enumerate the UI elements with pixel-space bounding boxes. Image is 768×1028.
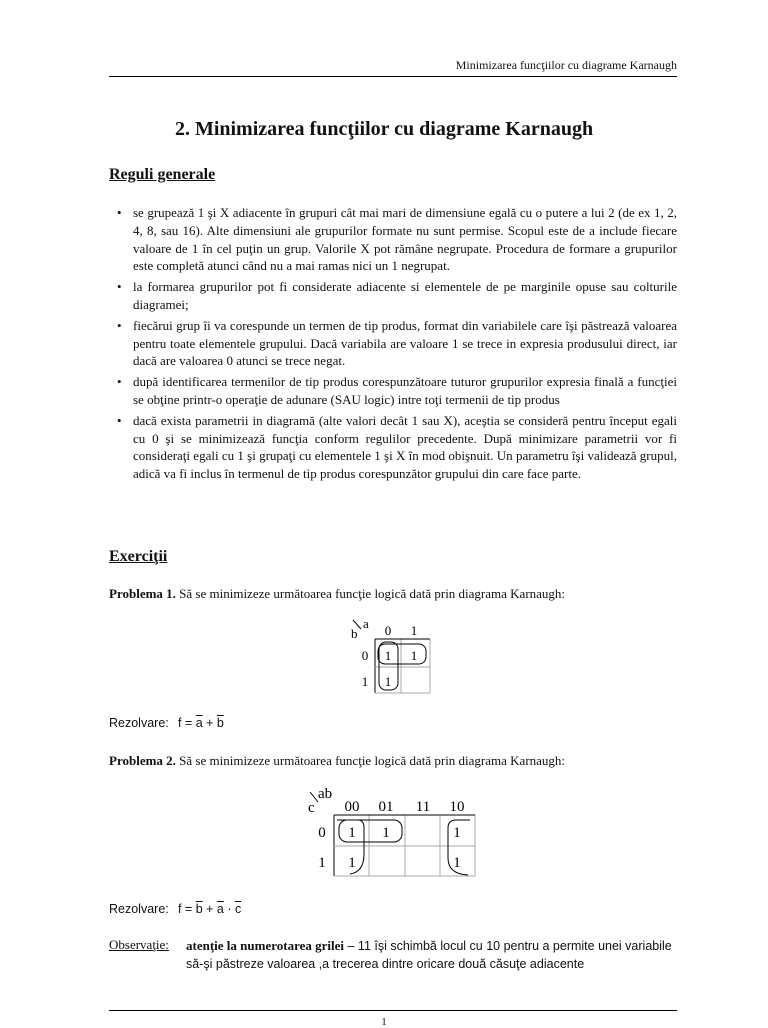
kmap-1-row-header: 1 — [361, 674, 369, 689]
problem-2-solution — [109, 900, 677, 918]
karnaugh-map-2 — [306, 784, 486, 884]
problem-1-text: Să se minimizeze următoarea funcţie logică dată prin diagrama Karnaugh: — [175, 586, 566, 601]
rules-heading: Reguli generale — [109, 166, 216, 183]
kmap-2-cell: 1 — [453, 825, 461, 841]
kmap-2-col-var: ab — [318, 786, 333, 802]
problem-2-text: Să se minimizeze următoarea funcţie logică dată prin diagrama Karnaugh: — [175, 753, 566, 768]
page-title: 2. Minimizarea funcţiilor cu diagrame Karnaugh — [174, 118, 594, 140]
problem-1-solution — [109, 714, 677, 732]
kmap-1-col-var: a — [363, 617, 369, 631]
problem-1-label: Problema 1. — [109, 586, 176, 601]
rule-item: • fiecărui grup îi va corespunde un termen de tip produs, format din variabilele care îşi păstrează valoarea pentru toate elementele grupului. Dacă variabila are valoare 1 se trece in expresia produsului direct, iar dacă are valoarea 0 atunci se trece negat. — [109, 317, 677, 370]
rule-item: • dacă exista parametrii in diagramă (alte valori decât 1 sau X), aceştia se consideră pentru început egali cu 0 şi se minimizează funcţia conform regulilor precedente. După minimizare parametrii vor fi consideraţi egali cu 1 şi grupaţi cu elementele 1 şi X în mod obişnuit. Un parametru îşi validează grupul, adică va fi inclus în termenul de tip produs corespunzător grupului din care face parte. — [109, 412, 677, 483]
rules-list — [109, 204, 677, 483]
kmap-1-col-header: 1 — [410, 623, 418, 638]
problem-2-plus: + — [202, 902, 217, 916]
observation-text — [186, 937, 677, 973]
observation-body: – 11 îşi schimbă locul cu 10 pentru a permite unei variabile să-şi păstreze valoarea ,a trecerea dintre oricare două căsuţe adiacente — [186, 939, 672, 971]
problem-1-solution-prefix: f = — [178, 716, 196, 730]
karnaugh-map-1 — [345, 617, 445, 697]
rule-item: • la formarea grupurilor pot fi considerate adiacente si elementele de pe marginile opuse sau colturile diagramei; — [109, 278, 677, 314]
kmap-1-row-header: 0 — [361, 648, 369, 663]
kmap-2-cell: 1 — [382, 825, 390, 841]
exercises-heading: Exerciţii — [109, 548, 168, 565]
problem-2-statement — [109, 752, 677, 770]
kmap-2-cell: 1 — [453, 855, 461, 871]
problem-1-plus: + — [202, 716, 217, 730]
problem-2-dot: · — [223, 902, 235, 916]
kmap-2-row-header: 0 — [318, 825, 326, 841]
kmap-1-col-header: 0 — [384, 623, 392, 638]
kmap-2-col-header: 10 — [449, 799, 465, 815]
problem-1-statement — [109, 585, 677, 603]
kmap-1-cell: 1 — [384, 674, 392, 689]
kmap-2-cell: 1 — [348, 855, 356, 871]
kmap-1-cell: 1 — [384, 648, 392, 663]
observation-bold: atenţie la numerotarea grilei — [186, 938, 345, 953]
kmap-2-row-var: c — [308, 800, 315, 816]
problem-2-term-1: $\overline{b}$ — [195, 902, 203, 916]
header-rule — [109, 76, 677, 77]
kmap-2-cell: 1 — [348, 825, 356, 841]
kmap-2-col-header: 11 — [415, 799, 431, 815]
rule-item: • se grupează 1 şi X adiacente în grupuri cât mai mari de dimensiune egală cu o putere a lui 2 (de ex 1, 2, 4, 8, sau 16). Alte dimensiuni ale grupurilor formate nu sunt permise. Scopul este de a include fiecare valoare de 1 în cel puţin un grup. Valorile X pot rămâne negrupate. Procedura de formare a grupurilor este completă atunci când nu a mai ramas nici un 1 negrupat. — [109, 204, 677, 275]
kmap-2-row-header: 1 — [318, 855, 326, 871]
problem-1-solution-label: Rezolvare: — [109, 716, 169, 730]
problem-2-term-2a: $\overline{a}$ — [216, 902, 224, 916]
problem-1-term-2: $\overline{b}$ — [216, 716, 224, 730]
problem-2-label: Problema 2. — [109, 753, 176, 768]
problem-2-solution-label: Rezolvare: — [109, 902, 169, 916]
problem-2-solution-prefix: f = — [178, 902, 196, 916]
kmap-2-col-header: 00 — [344, 799, 360, 815]
kmap-2-col-header: 01 — [378, 799, 394, 815]
rule-item: • după identificarea termenilor de tip produs corespunzătoare tuturor grupurilor expresia finală a funcţiei se obţine printr-o operaţie de adunare (SAU logic) intre toţi termenii de tip produs — [109, 373, 677, 409]
kmap-1-cell: 1 — [410, 648, 418, 663]
observation-label: Observaţie: — [109, 937, 169, 952]
footer-rule — [109, 1010, 677, 1011]
page-number: 1 — [381, 1016, 387, 1028]
problem-2-term-2b: $\overline{c}$ — [234, 902, 242, 916]
kmap-1-row-var: b — [351, 626, 358, 641]
running-header: Minimizarea funcţiilor cu diagrame Karnaugh — [455, 58, 677, 72]
problem-1-term-1: $\overline{a}$ — [195, 716, 203, 730]
